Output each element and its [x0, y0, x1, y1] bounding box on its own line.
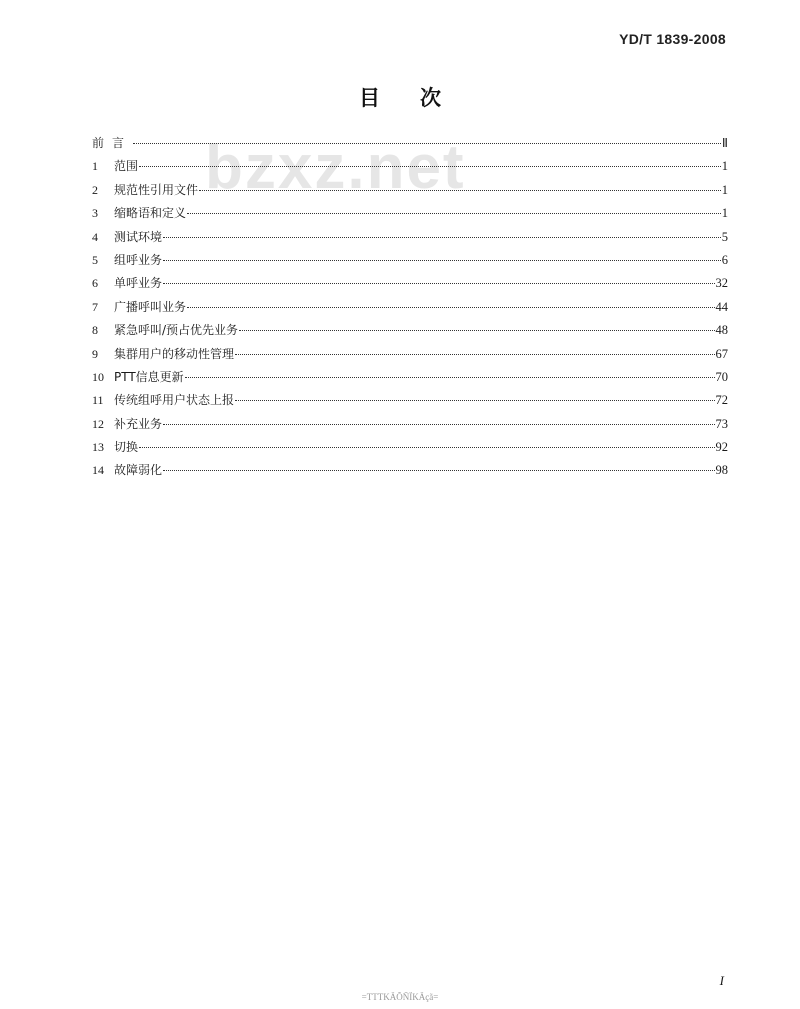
toc-entry[interactable]: [92, 391, 728, 414]
toc-entry-number: 3: [92, 206, 98, 221]
toc-entry-label: 故障弱化: [114, 463, 163, 478]
toc-entry-number: 10: [92, 369, 104, 384]
toc-entry-label: 缩略语和定义: [114, 206, 187, 221]
toc-dot-leader: [139, 447, 714, 448]
toc-entry-number: 12: [92, 416, 104, 431]
toc-entry-label: 测试环境: [114, 229, 163, 244]
toc-dot-leader: [163, 470, 714, 471]
toc-entry[interactable]: [92, 157, 728, 180]
toc-entry-page: 6: [721, 252, 728, 267]
toc-entry-label: 补充业务: [114, 416, 163, 431]
toc-entry-preface[interactable]: [92, 134, 728, 157]
toc-dot-leader: [239, 330, 714, 331]
toc-entry[interactable]: [92, 228, 728, 251]
toc-entry-number: 6: [92, 276, 98, 291]
toc-entry-label: 规范性引用文件: [114, 182, 199, 197]
toc-entry-number: 14: [92, 463, 104, 478]
page-number: I: [719, 973, 724, 988]
toc-entry[interactable]: [92, 274, 728, 297]
document-code: YD/T 1839-2008: [619, 31, 726, 47]
toc-dot-leader: [235, 400, 714, 401]
toc-entry-label: 紧急呼叫/预占优先业务: [114, 323, 239, 338]
toc-entry-number: 1: [92, 159, 98, 174]
toc-entry-label: 范围: [114, 159, 139, 174]
toc-entry-page: 73: [715, 416, 728, 431]
toc-dot-leader: [185, 377, 715, 378]
toc-entry[interactable]: [92, 251, 728, 274]
toc-entry-page: 98: [715, 463, 728, 478]
toc-entry-page: 44: [715, 299, 728, 314]
toc-entry-label: 广播呼叫业务: [114, 299, 187, 314]
toc-dot-leader: [133, 143, 721, 144]
toc-entry-number: 8: [92, 323, 98, 338]
toc-entry-label: 单呼业务: [114, 276, 163, 291]
toc-dot-leader: [235, 354, 714, 355]
toc-entry-label: 集群用户的移动性管理: [114, 346, 235, 361]
toc-entry-number: 11: [92, 393, 104, 408]
toc-entry-number: 2: [92, 182, 98, 197]
toc-entry-label: PTT信息更新: [114, 369, 184, 384]
toc-entry-number: 13: [92, 440, 104, 455]
toc-entry-number: 5: [92, 252, 98, 267]
toc-entry-label: 组呼业务: [114, 252, 163, 267]
toc-entry-page: 32: [715, 276, 728, 291]
toc-entry-page: 1: [721, 159, 728, 174]
toc-entry[interactable]: [92, 438, 728, 461]
page-title: 目次: [359, 86, 481, 110]
toc-entry-page: 67: [715, 346, 728, 361]
toc-dot-leader: [163, 283, 714, 284]
toc-entry-page: 72: [715, 393, 728, 408]
toc-dot-leader: [139, 166, 721, 167]
toc-entry-number: 4: [92, 229, 98, 244]
toc-entry-page: Ⅱ: [721, 136, 728, 150]
toc-entry[interactable]: [92, 181, 728, 204]
table-of-contents: [92, 134, 728, 485]
toc-dot-leader: [163, 260, 721, 261]
toc-dot-leader: [163, 237, 721, 238]
toc-entry-page: 1: [721, 206, 728, 221]
toc-entry[interactable]: [92, 461, 728, 484]
toc-entry-page: 70: [715, 369, 728, 384]
toc-entry[interactable]: [92, 415, 728, 438]
toc-entry-number: 7: [92, 299, 98, 314]
toc-entry-number: 9: [92, 346, 98, 361]
toc-dot-leader: [199, 190, 721, 191]
toc-entry-page: 5: [721, 229, 728, 244]
toc-entry-label: 切换: [114, 440, 139, 455]
toc-entry-page: 92: [715, 440, 728, 455]
toc-entry[interactable]: [92, 321, 728, 344]
toc-dot-leader: [187, 213, 721, 214]
toc-entry[interactable]: [92, 368, 728, 391]
toc-entry[interactable]: [92, 298, 728, 321]
toc-dot-leader: [163, 424, 714, 425]
toc-entry[interactable]: [92, 345, 728, 368]
toc-entry-label: 前言: [92, 136, 133, 150]
toc-entry[interactable]: [92, 204, 728, 227]
toc-entry-page: 1: [721, 182, 728, 197]
watermark: bzxz.net: [205, 133, 466, 202]
toc-dot-leader: [187, 307, 714, 308]
toc-entry-label: 传统组呼用户状态上报: [114, 393, 235, 408]
toc-entry-page: 48: [715, 323, 728, 338]
footer-mark: =TTTKÄÕÑЇKÄçã=: [361, 992, 439, 1002]
